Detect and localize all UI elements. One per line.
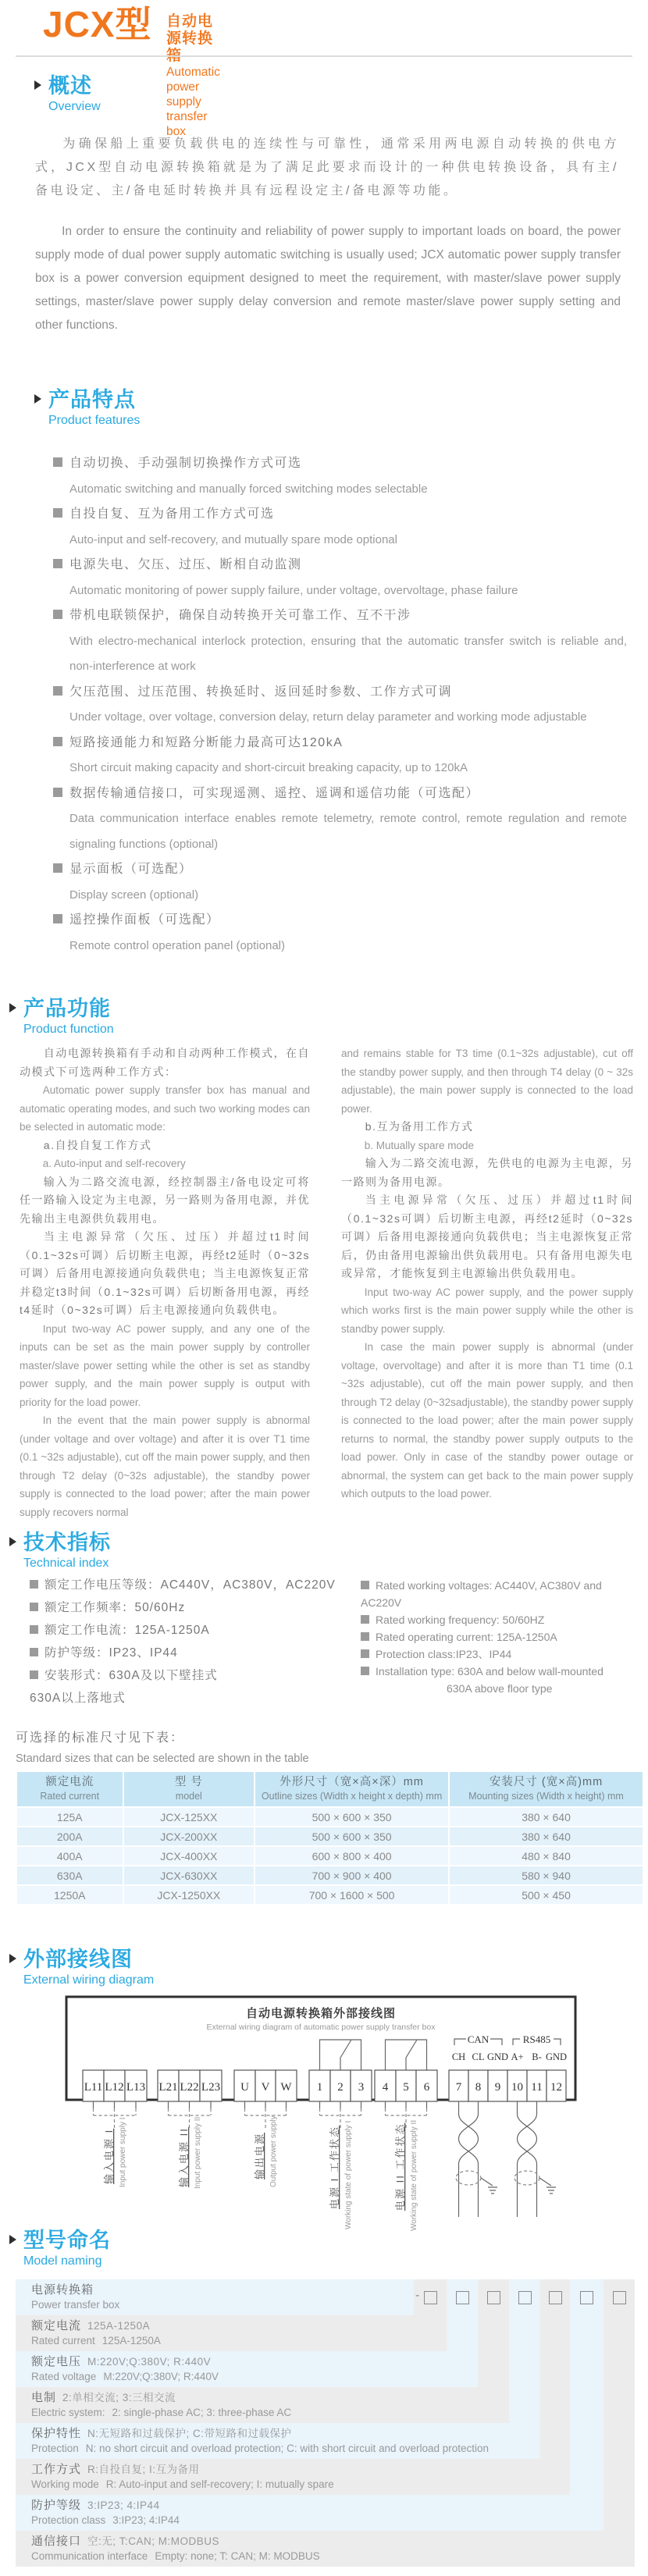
function-paragraph: In the event that the main power supply is abnormal (under voltage and over voltage) and after it is over T1 time (0.1 ~32s adjustable), cut off the main power supply, and then through T2 delay (0~32s adjustable), the standby power supply is connected to the load power; after the main power supply recovers normal [20, 1414, 310, 1518]
terminal-label: 4 [382, 2081, 389, 2094]
terminal-label: 2 [337, 2081, 344, 2094]
tech-item [30, 1574, 342, 1596]
feature-item [53, 680, 627, 731]
naming-label-cn: 额定电压 [31, 2355, 82, 2368]
terminal-label: 5 [403, 2081, 409, 2094]
feature-cn: 欠压范围、过压范围、转换延时、返回延时参数、工作方式可调 [69, 685, 453, 699]
cell: 500 × 600 × 350 [255, 1807, 449, 1827]
triangle-bullet-icon [9, 1003, 16, 1012]
feature-cn: 显示面板（可选配） [69, 863, 193, 876]
tech-text: Rated operating current: 125A-1250A [376, 1631, 557, 1643]
product-title-cn: 自动电源转换箱 [166, 13, 214, 64]
square-bullet-icon [361, 1581, 369, 1589]
function-paragraph: 自动电源转换箱有手动和自动两种工作模式，在自动模式下可选两种工作方式： [20, 1047, 310, 1078]
naming-value-cn: 125A-1250A [87, 2320, 151, 2332]
sizes-intro-en: Standard sizes that can be selected are shown in the table [16, 1752, 309, 1765]
triangle-bullet-icon [9, 1537, 16, 1546]
function-paragraph: Automatic power supply transfer box has manual and automatic operating modes, and such two working modes can be selected in automatic mode: [20, 1084, 310, 1133]
terminal-label: L12 [105, 2081, 124, 2094]
tech-text: Installation type: 630A and below wall-mounted [376, 1665, 603, 1678]
terminal-label: V [261, 2081, 270, 2094]
model-digit-box [580, 2291, 593, 2304]
feature-cn: 带机电联锁保护，确保自动转换开关可靠工作、互不干涉 [69, 609, 411, 622]
heading-en: Product features [48, 414, 141, 427]
naming-strip [570, 2279, 603, 2495]
naming-strip [603, 2279, 635, 2531]
square-bullet-icon [53, 914, 62, 923]
function-paragraph: b. Mutually spare mode [364, 1139, 475, 1151]
feature-item [53, 603, 627, 680]
naming-label-cn: 电源转换箱 [31, 2283, 94, 2297]
cell: 700 × 1600 × 500 [255, 1885, 449, 1905]
feature-en: Automatic monitoring of power supply failure, under voltage, overvoltage, phase failure [69, 583, 518, 597]
tech-item [30, 1619, 342, 1642]
heading-cn: 产品特点 [48, 388, 136, 411]
tech-item [361, 1663, 642, 1680]
section-function-heading [9, 996, 114, 1037]
bus-label: CAN [467, 2033, 490, 2045]
col-header-en: Outline sizes (Width x height x depth) mm [261, 1791, 443, 1802]
group-label-cn: 电源 II 工作状态 [394, 2122, 406, 2211]
naming-row [16, 2531, 635, 2567]
table-header-row [16, 1771, 643, 1807]
tech-text: Protection class:IP23、IP44 [376, 1648, 512, 1660]
function-paragraph: 输入为二路交流电源，经控制器主/备电设定可将任一路输入设定为主电源，另一路则为备用电源，并优先输出主电源供负载用电。 [20, 1175, 310, 1225]
tech-text: 额定工作电流：125A-1250A [45, 1624, 210, 1637]
triangle-bullet-icon [34, 80, 41, 90]
terminal-label: L23 [201, 2081, 221, 2094]
diagram-title-en: External wiring diagram of automatic power supply transfer box [206, 2023, 436, 2032]
naming-value-cn: M:220V;Q:380V; R:440V [87, 2356, 212, 2368]
naming-label-cn: 防护等级 [31, 2499, 82, 2512]
naming-row [16, 2315, 447, 2351]
col-header-cn: 额定电流 [45, 1776, 94, 1788]
naming-label-en: Communication interface [31, 2550, 148, 2562]
heading-cn: 概述 [48, 74, 92, 98]
heading-en: Technical index [23, 1557, 109, 1570]
cell: 480 × 840 [449, 1846, 643, 1866]
cell: JCX-125XX [123, 1807, 255, 1827]
square-bullet-icon [53, 788, 62, 797]
terminal-label: 12 [550, 2081, 562, 2094]
model-digit-box [549, 2291, 562, 2304]
group-label-cn: 电源 I 工作状态 [329, 2126, 340, 2209]
cell: JCX-630XX [123, 1866, 255, 1885]
product-title-en: Automatic power supply transfer box [166, 66, 220, 138]
overview-paragraph-en: In order to ensure the continuity and reliability of power supply to important loads on board, the power supply mode of dual power supply automatic switching is usually used; JCX automatic power supply transfer box is a power conversion equipment designed to meet the requirement, with master/slave power supply settings, master/slave power supply delay conversion and remote master/slave power supply setting and other functions. [35, 225, 621, 332]
pin-label: GND [486, 2051, 509, 2062]
group-labels [103, 2115, 418, 2231]
table-row [16, 1827, 643, 1846]
naming-label-en: Rated voltage [31, 2371, 97, 2382]
feature-item [53, 781, 627, 858]
overview-paragraph-cn: 为确保船上重要负载供电的连续性与可靠性，通常采用两电源自动转换的供电方式，JCX型自动电源转换箱就是为了满足此要求而设计的一种供电转换设备，具有主/备电设定、主/备电延时转换并具有远程设定主/备电源等功能。 [35, 137, 619, 197]
table-row [16, 1866, 643, 1885]
square-bullet-icon [361, 1667, 369, 1675]
tech-list-cn [30, 1574, 342, 1710]
section-naming-heading [9, 2228, 111, 2268]
twisted-pair-cable [514, 2101, 556, 2217]
terminal-label: W [280, 2081, 292, 2094]
col-header-cn: 安装尺寸 (宽×高)mm [489, 1776, 603, 1788]
tech-item-cont: 630A above floor type [447, 1682, 553, 1695]
col-header [123, 1771, 255, 1807]
cell: 400A [16, 1846, 123, 1866]
naming-label-cn: 电制 [31, 2391, 57, 2404]
table-row [16, 1807, 643, 1827]
square-bullet-icon [53, 610, 62, 619]
cell: 700 × 900 × 400 [255, 1866, 449, 1885]
cell: 380 × 640 [449, 1827, 643, 1846]
naming-label-en: Protection [31, 2443, 79, 2454]
col-header-en: model [175, 1791, 202, 1802]
triangle-bullet-icon [34, 394, 41, 404]
brand-titles [166, 13, 220, 139]
square-bullet-icon [30, 1648, 38, 1656]
naming-strip [447, 2279, 478, 2351]
cell: JCX-1250XX [123, 1885, 255, 1905]
col-header-en: Rated current [40, 1791, 100, 1802]
model-digit-box [456, 2291, 469, 2304]
feature-item [53, 908, 627, 959]
terminal-label: 1 [316, 2081, 323, 2094]
function-paragraph: In case the main power supply is abnormal (under voltage, overvoltage) and after it is more than T1 time (0.1 ~32s adjustable), cut off the main power supply, and then through T2 delay (0~32sadjustable), the standby power supply is connected to the load power; after the main power supply returns to normal, the standby power supply outputs to the load power. Only in case of the standby power outage or abnormal, the system can get back to the main power supply which outputs to the load power. [341, 1341, 633, 1500]
naming-label-cn: 通信接口 [31, 2535, 82, 2548]
tech-item-cont: 630A以上落地式 [30, 1692, 126, 1705]
pin-label: GND [545, 2051, 568, 2062]
feature-en: Remote control operation panel (optional) [69, 938, 285, 952]
tech-item [30, 1596, 342, 1619]
function-paragraph: 当主电源异常（欠压、过压）并超过t1时间（0.1~32s可调）后切断主电源，再经t2延时（0~32s可调）后备用电源接通向负载供电；当主电源恢复正常后，仍由备用电源输出供负载用电。只有备用电源失电或异常，才能恢复到主电源输出供负载用电。 [341, 1194, 633, 1279]
function-paragraph: b.互为备用工作方式 [365, 1120, 474, 1133]
naming-value-en: 2: single-phase AC; 3: three-phase AC [112, 2407, 292, 2418]
pin-label: CH [451, 2051, 466, 2062]
cell: 630A [16, 1866, 123, 1885]
bus-label: RS485 [522, 2033, 551, 2045]
triangle-bullet-icon [9, 1954, 16, 1963]
terminal-label: U [240, 2081, 249, 2094]
header-divider [16, 55, 632, 57]
function-paragraph: 当主电源异常（欠压、过压）并超过t1时间（0.1~32s可调）后切断主电源，再经t2延时（0~32s可调）后备用电源接通向负载供电；当主电源恢复正常并稳定t3时间（0.1~32s可调）后切断备用电源，再经t4延时（0~32s可调）后主电源接通向负载供电。 [20, 1230, 310, 1316]
naming-row [16, 2495, 603, 2531]
model-digit-box [518, 2291, 532, 2304]
tech-item [30, 1642, 342, 1664]
group-label-en: Input power supply I [119, 2117, 127, 2187]
naming-strip [540, 2279, 570, 2459]
square-bullet-icon [30, 1625, 38, 1634]
features-list [53, 451, 627, 959]
feature-cn: 自投自复、互为备用工作方式可选 [69, 507, 275, 521]
terminal-label: 7 [455, 2081, 462, 2094]
naming-row [16, 2351, 478, 2387]
square-bullet-icon [53, 686, 62, 696]
feature-item [53, 553, 627, 603]
square-bullet-icon [30, 1670, 38, 1679]
cell: 1250A [16, 1885, 123, 1905]
naming-label-en: Rated current [31, 2335, 95, 2347]
heading-en: External wiring diagram [23, 1973, 155, 1987]
heading-en: Overview [48, 100, 101, 113]
naming-label-cn: 额定电流 [31, 2319, 82, 2332]
terminal-label: L21 [158, 2081, 178, 2094]
feature-item [53, 502, 627, 553]
heading-en: Model naming [23, 2254, 102, 2268]
section-features-heading [34, 387, 140, 428]
function-paragraph: a. Auto-input and self-recovery [42, 1158, 186, 1169]
naming-row [16, 2387, 509, 2423]
group-label-en: Output power supply [269, 2115, 278, 2187]
feature-cn: 数据传输通信接口，可实现遥测、遥控、遥调和遥信功能（可选配） [69, 786, 480, 800]
naming-value-en: N: no short circuit and overload protection; C: with short circuit and overload protection [85, 2443, 490, 2454]
feature-en: Auto-input and self-recovery, and mutually spare mode optional [69, 532, 397, 546]
pin-label: CL [472, 2051, 485, 2062]
table-row [16, 1846, 643, 1866]
square-bullet-icon [53, 737, 62, 746]
naming-row [16, 2279, 414, 2315]
naming-label-cn: 工作方式 [31, 2463, 82, 2476]
naming-label-cn: 保护特性 [31, 2427, 82, 2440]
naming-label-en: Working mode [31, 2478, 99, 2490]
naming-row [16, 2459, 570, 2495]
function-paragraph: and remains stable for T3 time (0.1~32s adjustable), cut off the standby power supply, and then through T4 delay (0 ~ 32s adjustable), the main power supply is connected to the load power. [341, 1048, 633, 1115]
section-tech-heading [9, 1530, 111, 1571]
wire-brackets [94, 2101, 427, 2128]
terminal-label: 6 [423, 2081, 430, 2094]
model-naming-diagram [16, 2279, 636, 2567]
feature-en: Under voltage, over voltage, conversion delay, return delay parameter and working mode adjustable [69, 710, 587, 724]
wiring-diagram [0, 1983, 648, 2233]
model-digit-box [424, 2291, 437, 2304]
naming-row [16, 2423, 540, 2459]
model-digit-box [487, 2291, 500, 2304]
model-digit-box [613, 2291, 626, 2304]
tech-text: 额定工作电压等级：AC440V，AC380V，AC220V [45, 1578, 336, 1592]
function-paragraph: a.自投自复工作方式 [43, 1138, 152, 1151]
tech-text: Rated working frequency: 50/60HZ [376, 1614, 545, 1626]
naming-value-cn: N:无短路和过载保护; C:带短路和过载保护 [87, 2428, 292, 2439]
cell: JCX-200XX [123, 1827, 255, 1846]
terminal-label: L22 [180, 2081, 199, 2094]
naming-label-en: Electric system: [31, 2407, 105, 2418]
group-label-en: Input power supply II [194, 2116, 202, 2189]
tech-item [361, 1611, 642, 1628]
cell: 380 × 640 [449, 1807, 643, 1827]
section-overview-heading [34, 73, 101, 114]
cell: JCX-400XX [123, 1846, 255, 1866]
feature-cn: 自动切换、手动强制切换操作方式可选 [69, 457, 302, 470]
group-label-cn: 输入电源 II [178, 2127, 190, 2187]
square-bullet-icon [361, 1649, 369, 1658]
function-paragraph: 输入为二路交流电源，先供电的电源为主电源，另一路则为备用电源。 [341, 1157, 633, 1188]
group-label-en: Working state of power supply II [410, 2119, 418, 2231]
model-dash: - [415, 2289, 420, 2302]
col-header [449, 1771, 643, 1807]
sizes-table [16, 1770, 644, 1905]
tech-item [361, 1577, 642, 1611]
group-label-cn: 输出电源 [254, 2132, 265, 2179]
square-bullet-icon [53, 457, 62, 467]
naming-label-en: Power transfer box [31, 2299, 120, 2311]
tech-text: 安装形式：630A及以下壁挂式 [45, 1669, 218, 1682]
square-bullet-icon [53, 863, 62, 873]
twisted-pair-cable [456, 2101, 497, 2217]
feature-cn: 短路接通能力和短路分断能力最高可达120kA [69, 735, 344, 749]
cell: 580 × 940 [449, 1866, 643, 1885]
feature-en: Display screen (optional) [69, 888, 199, 902]
feature-cn: 电源失电、欠压、过压、断相自动监测 [69, 558, 302, 571]
heading-cn: 产品功能 [23, 997, 111, 1020]
feature-item [53, 857, 627, 908]
pin-label: A+ [511, 2051, 524, 2062]
tech-list-en [361, 1577, 642, 1697]
col-header [16, 1771, 123, 1807]
square-bullet-icon [30, 1603, 38, 1611]
tech-item [361, 1646, 642, 1663]
tech-item [30, 1664, 342, 1687]
square-bullet-icon [361, 1632, 369, 1641]
terminal-label: 9 [494, 2081, 501, 2094]
sizes-intro-cn: 可选择的标准尺寸见下表： [16, 1731, 185, 1745]
group-label-cn: 输入电源 I [103, 2128, 115, 2184]
naming-label-en: Protection class [31, 2514, 106, 2526]
square-bullet-icon [361, 1615, 369, 1624]
col-header-en: Mounting sizes (Width x height) mm [468, 1791, 624, 1802]
cell: 500 × 600 × 350 [255, 1827, 449, 1846]
diagram-title-cn: 自动电源转换箱外部接线图 [245, 2007, 397, 2020]
heading-cn: 型号命名 [23, 2229, 111, 2252]
cell: 500 × 450 [449, 1885, 643, 1905]
feature-en: Data communication interface enables remote telemetry, remote control, remote regulation and remote signaling functions (optional) [69, 812, 627, 851]
naming-value-en: M:220V;Q:380V; R:440V [103, 2371, 219, 2382]
section-wiring-heading [9, 1947, 154, 1987]
triangle-bullet-icon [9, 2235, 16, 2244]
heading-en: Product function [23, 1023, 114, 1036]
col-header-cn: 型 号 [174, 1776, 203, 1788]
group-label-en: Working state of power supply I [344, 2120, 353, 2229]
feature-en: Short circuit making capacity and short-circuit breaking capacity, up to 120kA [69, 761, 468, 774]
pin-label: B- [532, 2051, 542, 2062]
feature-item [53, 731, 627, 781]
terminal-label: 10 [511, 2081, 523, 2094]
naming-value-en: 125A-1250A [101, 2335, 161, 2347]
naming-value-cn: 3:IP23; 4:IP44 [87, 2500, 160, 2511]
heading-cn: 外部接线图 [23, 1948, 133, 1971]
function-paragraph: Input two-way AC power supply, and the power supply which works first is the main power supply while the other is standby power supply. [341, 1286, 633, 1335]
terminal-label: 11 [531, 2081, 543, 2094]
feature-en: With electro-mechanical interlock protection, ensuring that the automatic transfer switch is reliable and, non-interference at work [69, 634, 627, 673]
feature-item [53, 451, 627, 502]
function-column-right [341, 1044, 633, 1503]
tech-text: Rated working voltages: AC440V, AC380V and AC220V [361, 1579, 602, 1609]
tech-text: 防护等级：IP23、IP44 [45, 1646, 178, 1660]
function-paragraph: Input two-way AC power supply, and any one of the inputs can be set as the main power supply by controller master/slave power setting while the other is set as standby power supply, and the main power supply is output with priority for the load power. [20, 1322, 310, 1408]
square-bullet-icon [53, 559, 62, 568]
terminal-label: L13 [126, 2081, 146, 2094]
col-header-cn: 外形尺寸（宽×高×深）mm [279, 1776, 424, 1788]
feature-en: Automatic switching and manually forced switching modes selectable [69, 482, 428, 496]
naming-value-en: Empty: none; T: CAN; M: MODBUS [155, 2550, 320, 2562]
cell: 600 × 800 × 400 [255, 1846, 449, 1866]
naming-value-cn: 空:无; T:CAN; M:MODBUS [87, 2535, 220, 2547]
function-column-left [20, 1044, 310, 1521]
terminal-label: 3 [358, 2081, 365, 2094]
naming-value-en: R: Auto-input and self-recovery; I: mutually spare [105, 2478, 334, 2490]
tech-text: 额定工作频率：50/60Hz [45, 1601, 186, 1614]
naming-value-cn: R:自投自复; I:互为备用 [87, 2464, 200, 2475]
feature-cn: 遥控操作面板（可选配） [69, 913, 220, 927]
cell: 200A [16, 1827, 123, 1846]
terminal-label: L11 [84, 2081, 103, 2094]
naming-value-en: 3:IP23; 4:IP44 [112, 2514, 180, 2526]
tech-item [361, 1628, 642, 1646]
heading-cn: 技术指标 [23, 1531, 111, 1554]
cell: 125A [16, 1807, 123, 1827]
terminal-label: 8 [475, 2081, 482, 2094]
naming-value-cn: 2:单相交流; 3:三相交流 [62, 2392, 176, 2403]
table-row [16, 1885, 643, 1905]
col-header [255, 1771, 449, 1807]
square-bullet-icon [53, 508, 62, 518]
brand-model: JCX型 [43, 4, 152, 44]
square-bullet-icon [30, 1580, 38, 1589]
